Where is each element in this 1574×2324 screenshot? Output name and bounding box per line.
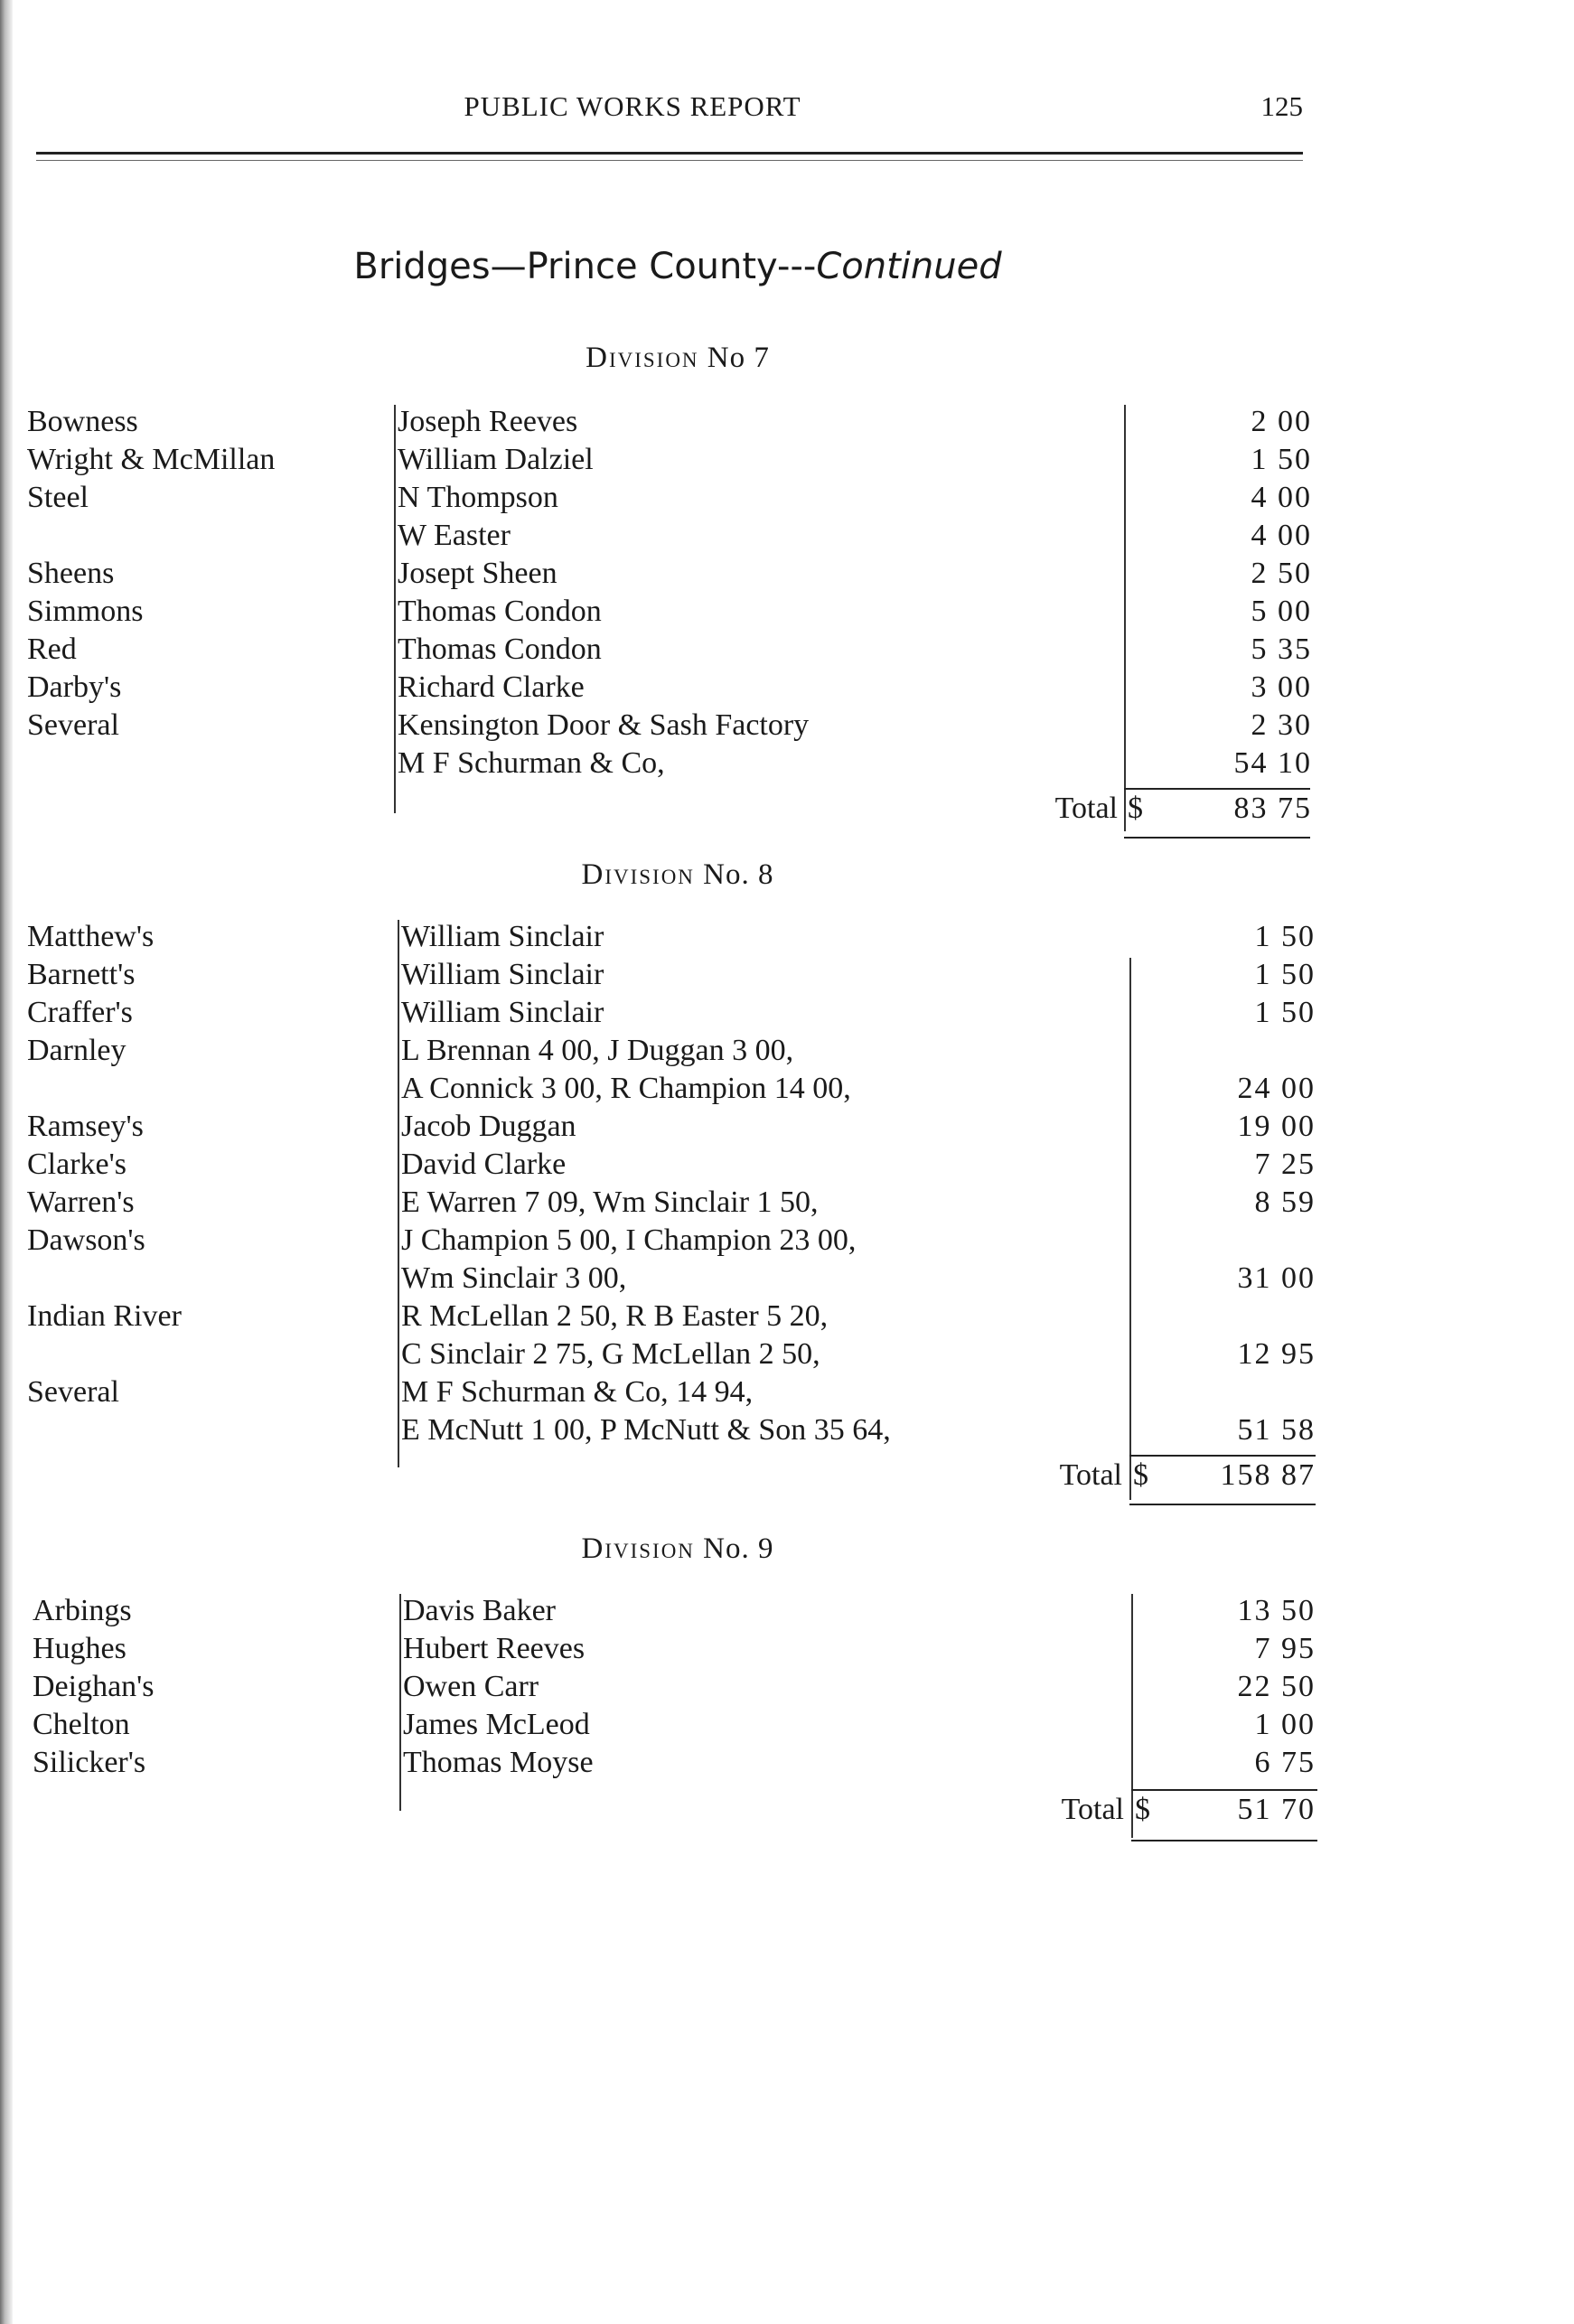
bridge-name: Simmons bbox=[27, 595, 144, 628]
currency-symbol: $ bbox=[1135, 1793, 1150, 1826]
table-row bbox=[0, 405, 1574, 443]
header-rule-thin bbox=[36, 160, 1303, 161]
page-title-main: Bridges—Prince County--- bbox=[353, 246, 817, 287]
bridge-name: Deighan's bbox=[33, 1670, 155, 1703]
amount: 22 50 bbox=[1237, 1670, 1316, 1703]
header-rule bbox=[36, 152, 1303, 155]
amount: 2 50 bbox=[1251, 557, 1312, 590]
payee: N Thompson bbox=[398, 481, 558, 514]
bridge-name: Chelton bbox=[33, 1708, 130, 1741]
division-number: No. 8 bbox=[703, 858, 774, 891]
bridge-name: Craffer's bbox=[27, 996, 133, 1029]
payee: W Easter bbox=[398, 519, 511, 552]
amount: 4 00 bbox=[1251, 481, 1312, 514]
amount: 1 00 bbox=[1254, 1708, 1316, 1741]
bridge-name: Red bbox=[27, 633, 77, 666]
amount: 3 00 bbox=[1251, 670, 1312, 704]
payee: M F Schurman & Co, 14 94, bbox=[401, 1375, 754, 1409]
total-label: Total bbox=[1061, 1793, 1124, 1826]
table-row bbox=[0, 595, 1574, 633]
running-head: PUBLIC WORKS REPORT bbox=[464, 90, 801, 122]
bridge-name: Matthew's bbox=[27, 920, 155, 953]
total-label: Total bbox=[1059, 1458, 1122, 1492]
table-row bbox=[0, 1299, 1574, 1337]
table-row bbox=[0, 443, 1574, 481]
payee: David Clarke bbox=[401, 1148, 567, 1181]
bridge-name: Barnett's bbox=[27, 958, 136, 991]
division-label: Division bbox=[581, 1532, 695, 1565]
payee: Josept Sheen bbox=[398, 557, 557, 590]
division-label: Division bbox=[581, 858, 695, 891]
payee: M F Schurman & Co, bbox=[398, 746, 665, 780]
total-amount: 158 87 bbox=[1220, 1458, 1316, 1492]
amount: 51 58 bbox=[1237, 1413, 1316, 1447]
table-row bbox=[0, 1708, 1574, 1746]
bridge-name: Steel bbox=[27, 481, 89, 514]
payee: William Sinclair bbox=[401, 958, 604, 991]
table-row bbox=[0, 1072, 1574, 1110]
amount: 5 00 bbox=[1251, 595, 1312, 628]
table-row bbox=[0, 1670, 1574, 1708]
payee: Thomas Condon bbox=[398, 633, 602, 666]
bridge-name: Bowness bbox=[27, 405, 138, 438]
page-title-continued: Continued bbox=[816, 246, 1002, 287]
payee: Joseph Reeves bbox=[398, 405, 578, 438]
total-row bbox=[0, 792, 1574, 831]
table-row bbox=[0, 1594, 1574, 1632]
bridge-name: Several bbox=[27, 1375, 119, 1409]
division-number: No. 9 bbox=[703, 1532, 774, 1565]
payee: Thomas Condon bbox=[398, 595, 602, 628]
payee: E Warren 7 09, Wm Sinclair 1 50, bbox=[401, 1185, 819, 1219]
division-heading bbox=[0, 1532, 1355, 1566]
division-number: No 7 bbox=[707, 342, 770, 374]
amount: 7 95 bbox=[1254, 1632, 1316, 1665]
table-row bbox=[0, 1746, 1574, 1784]
amount: 31 00 bbox=[1237, 1261, 1316, 1295]
total-label: Total bbox=[1054, 792, 1118, 825]
amount: 7 25 bbox=[1254, 1148, 1316, 1181]
total-rule bbox=[1131, 1840, 1317, 1841]
payee: C Sinclair 2 75, G McLellan 2 50, bbox=[401, 1337, 820, 1371]
table-row bbox=[0, 670, 1574, 708]
amount: 1 50 bbox=[1254, 996, 1316, 1029]
amount: 6 75 bbox=[1254, 1746, 1316, 1779]
bridge-name: Clarke's bbox=[27, 1148, 126, 1181]
amount: 2 00 bbox=[1251, 405, 1312, 438]
bridge-name: Warren's bbox=[27, 1185, 135, 1219]
table-row bbox=[0, 1223, 1574, 1261]
subtotal-rule bbox=[1129, 1455, 1316, 1457]
payee: Hubert Reeves bbox=[403, 1632, 586, 1665]
division-heading bbox=[0, 858, 1355, 892]
table-row bbox=[0, 1148, 1574, 1185]
total-rule bbox=[1129, 1504, 1316, 1505]
payee: Davis Baker bbox=[403, 1594, 557, 1627]
amount: 1 50 bbox=[1251, 443, 1312, 476]
bridge-name: Silicker's bbox=[33, 1746, 146, 1779]
table-row bbox=[0, 557, 1574, 595]
amount: 5 35 bbox=[1251, 633, 1312, 666]
table-row bbox=[0, 519, 1574, 557]
table-row bbox=[0, 1110, 1574, 1148]
payee: J Champion 5 00, I Champion 23 00, bbox=[401, 1223, 857, 1257]
amount: 2 30 bbox=[1251, 708, 1312, 742]
bridge-name: Sheens bbox=[27, 557, 115, 590]
payee: A Connick 3 00, R Champion 14 00, bbox=[401, 1072, 851, 1105]
table-row bbox=[0, 1632, 1574, 1670]
subtotal-rule bbox=[1124, 788, 1310, 790]
table-row bbox=[0, 1034, 1574, 1072]
amount: 8 59 bbox=[1254, 1185, 1316, 1219]
bridge-name: Hughes bbox=[33, 1632, 126, 1665]
payee: R McLellan 2 50, R B Easter 5 20, bbox=[401, 1299, 829, 1333]
amount: 19 00 bbox=[1237, 1110, 1316, 1143]
amount: 13 50 bbox=[1237, 1594, 1316, 1627]
total-amount: 83 75 bbox=[1233, 792, 1312, 825]
bridge-name: Several bbox=[27, 708, 119, 742]
amount: 4 00 bbox=[1251, 519, 1312, 552]
payee: E McNutt 1 00, P McNutt & Son 35 64, bbox=[401, 1413, 891, 1447]
bridge-name: Ramsey's bbox=[27, 1110, 144, 1143]
payee: Kensington Door & Sash Factory bbox=[398, 708, 810, 742]
bridge-name: Dawson's bbox=[27, 1223, 145, 1257]
table-row bbox=[0, 1375, 1574, 1413]
division-label: Division bbox=[586, 342, 699, 374]
payee: L Brennan 4 00, J Duggan 3 00, bbox=[401, 1034, 794, 1067]
amount: 1 50 bbox=[1254, 920, 1316, 953]
subtotal-rule bbox=[1131, 1789, 1317, 1791]
amount: 1 50 bbox=[1254, 958, 1316, 991]
bridge-name: Darnley bbox=[27, 1034, 126, 1067]
table-row bbox=[0, 1185, 1574, 1223]
total-row bbox=[0, 1458, 1574, 1498]
table-row bbox=[0, 708, 1574, 746]
table-row bbox=[0, 481, 1574, 519]
table-row bbox=[0, 1261, 1574, 1299]
amount: 54 10 bbox=[1233, 746, 1312, 780]
table-row bbox=[0, 1413, 1574, 1451]
currency-symbol: $ bbox=[1133, 1458, 1148, 1492]
total-rule bbox=[1124, 837, 1310, 839]
table-row bbox=[0, 746, 1574, 784]
page-title bbox=[0, 246, 1355, 287]
page-number: 125 bbox=[1260, 90, 1303, 122]
payee: Richard Clarke bbox=[398, 670, 585, 704]
table-row bbox=[0, 920, 1574, 958]
amount: 12 95 bbox=[1237, 1337, 1316, 1371]
bridge-name: Darby's bbox=[27, 670, 122, 704]
bridge-name: Arbings bbox=[33, 1594, 132, 1627]
bridge-name: Indian River bbox=[27, 1299, 182, 1333]
payee: Thomas Moyse bbox=[403, 1746, 594, 1779]
payee: Jacob Duggan bbox=[401, 1110, 576, 1143]
payee: James McLeod bbox=[403, 1708, 590, 1741]
table-row bbox=[0, 996, 1574, 1034]
payee: Owen Carr bbox=[403, 1670, 539, 1703]
table-row bbox=[0, 958, 1574, 996]
table-row bbox=[0, 633, 1574, 670]
payee: William Sinclair bbox=[401, 996, 604, 1029]
payee: Wm Sinclair 3 00, bbox=[401, 1261, 627, 1295]
total-row bbox=[0, 1793, 1574, 1832]
table-row bbox=[0, 1337, 1574, 1375]
bridge-name: Wright & McMillan bbox=[27, 443, 276, 476]
payee: William Dalziel bbox=[398, 443, 594, 476]
payee: William Sinclair bbox=[401, 920, 604, 953]
total-amount: 51 70 bbox=[1237, 1793, 1316, 1826]
currency-symbol: $ bbox=[1128, 792, 1143, 825]
division-heading bbox=[0, 342, 1355, 375]
amount: 24 00 bbox=[1237, 1072, 1316, 1105]
